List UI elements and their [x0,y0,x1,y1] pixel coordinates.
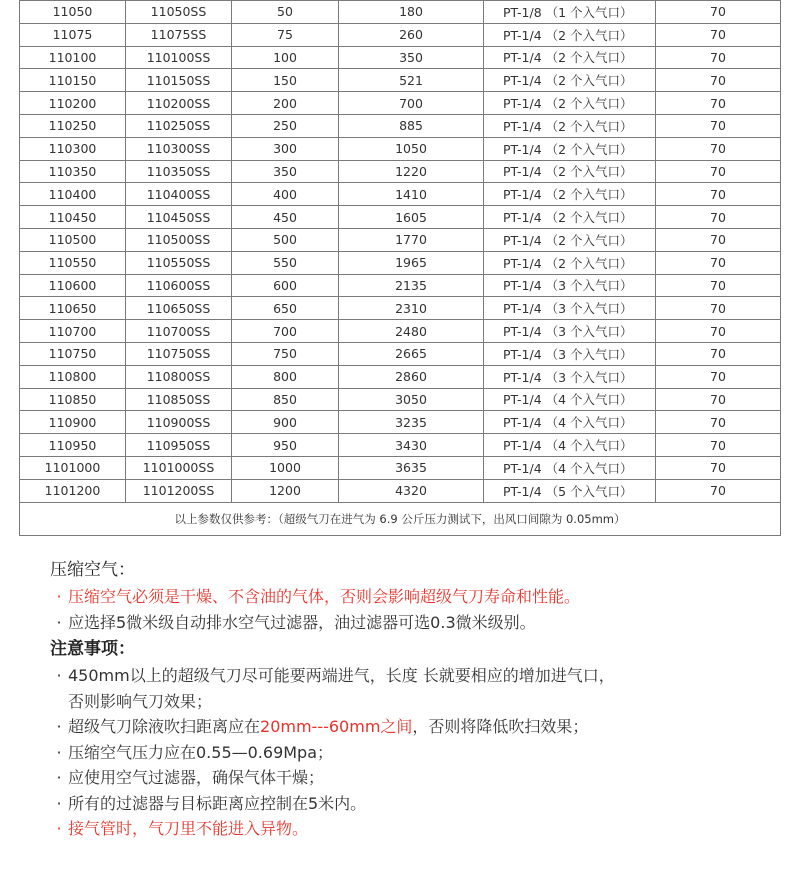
model-cell: 110200 [20,92,126,115]
ss-model-cell: 110900SS [126,411,232,434]
table-row [20,114,781,137]
notice-item-4 [50,765,790,791]
model-cell: 110950 [20,434,126,457]
flow-cell: 1770 [339,228,484,251]
port-cell: PT-1/4 （2 个入气口） [484,183,656,206]
ss-model-cell: 110650SS [126,297,232,320]
compressed-air-item-2-text: 应选择5微米级自动排水空气过滤器，油过滤器可选0.3微米级别。 [68,612,536,632]
flow-cell: 2480 [339,320,484,343]
model-cell: 110600 [20,274,126,297]
ss-model-cell: 110300SS [126,137,232,160]
noise-cell: 70 [656,23,781,46]
compressed-air-item-1-text: 压缩空气必须是干燥、不含油的气体，否则会影响超级气刀寿命和性能。 [68,587,581,606]
notice-item-6-text: 接气管时，气刀里不能进入异物。 [68,819,309,838]
model-cell: 1101000 [20,456,126,479]
length-cell: 650 [232,297,339,320]
length-cell: 300 [232,137,339,160]
ss-model-cell: 110450SS [126,206,232,229]
notice-heading: 注意事项： [50,639,135,659]
port-cell: PT-1/4 （2 个入气口） [484,251,656,274]
model-cell: 110100 [20,46,126,69]
flow-cell: 3235 [339,411,484,434]
compressed-air-heading: 压缩空气： [50,560,135,580]
flow-cell: 885 [339,114,484,137]
flow-cell: 260 [339,23,484,46]
notice-item-1-line-2: 否则影响气刀效果； [68,691,213,711]
noise-cell: 70 [656,114,781,137]
model-cell: 110300 [20,137,126,160]
port-cell: PT-1/4 （3 个入气口） [484,365,656,388]
port-cell: PT-1/4 （2 个入气口） [484,160,656,183]
flow-cell: 4320 [339,479,484,502]
model-cell: 110650 [20,297,126,320]
table-row [20,228,781,251]
bullet: · [56,717,62,736]
port-cell: PT-1/4 （2 个入气口） [484,137,656,160]
length-cell: 550 [232,251,339,274]
port-cell: PT-1/4 （4 个入气口） [484,434,656,457]
ss-model-cell: 11075SS [126,23,232,46]
length-cell: 600 [232,274,339,297]
port-cell: PT-1/4 （3 个入气口） [484,342,656,365]
port-cell: PT-1/4 （2 个入气口） [484,228,656,251]
flow-cell: 3635 [339,456,484,479]
table-row [20,434,781,457]
flow-cell: 2135 [339,274,484,297]
noise-cell: 70 [656,46,781,69]
ss-model-cell: 110150SS [126,69,232,92]
port-cell: PT-1/8 （1 个入气口） [484,1,656,24]
port-cell: PT-1/4 （2 个入气口） [484,69,656,92]
table-row [20,456,781,479]
table-row [20,160,781,183]
ss-model-cell: 110750SS [126,342,232,365]
model-cell: 110800 [20,365,126,388]
model-cell: 110400 [20,183,126,206]
length-cell: 450 [232,206,339,229]
notice-item-5-text: 所有的过滤器与目标距离应控制在5米内。 [68,793,367,813]
model-cell: 110450 [20,206,126,229]
port-cell: PT-1/4 （5 个入气口） [484,479,656,502]
length-cell: 1200 [232,479,339,502]
port-cell: PT-1/4 （2 个入气口） [484,114,656,137]
model-cell: 11050 [20,1,126,24]
bullet: · [56,666,62,685]
flow-cell: 521 [339,69,484,92]
port-cell: PT-1/4 （2 个入气口） [484,23,656,46]
notice-item-2 [50,714,790,740]
noise-cell: 70 [656,206,781,229]
ss-model-cell: 110550SS [126,251,232,274]
length-cell: 750 [232,342,339,365]
length-cell: 350 [232,160,339,183]
flow-cell: 1410 [339,183,484,206]
port-cell: PT-1/4 （2 个入气口） [484,206,656,229]
noise-cell: 70 [656,160,781,183]
port-cell: PT-1/4 （2 个入气口） [484,92,656,115]
flow-cell: 180 [339,1,484,24]
table-row [20,342,781,365]
ss-model-cell: 110200SS [126,92,232,115]
ss-model-cell: 1101200SS [126,479,232,502]
port-cell: PT-1/4 （3 个入气口） [484,297,656,320]
ss-model-cell: 110600SS [126,274,232,297]
length-cell: 100 [232,46,339,69]
table-row [20,46,781,69]
ss-model-cell: 110500SS [126,228,232,251]
ss-model-cell: 110350SS [126,160,232,183]
noise-cell: 70 [656,320,781,343]
table-row [20,274,781,297]
port-cell: PT-1/4 （2 个入气口） [484,46,656,69]
noise-cell: 70 [656,69,781,92]
table-row [20,479,781,502]
flow-cell: 1220 [339,160,484,183]
notice-item-2-highlight: 20mm---60mm之间 [260,717,413,736]
length-cell: 1000 [232,456,339,479]
table-row [20,92,781,115]
table-row [20,365,781,388]
ss-model-cell: 11050SS [126,1,232,24]
noise-cell: 70 [656,251,781,274]
length-cell: 200 [232,92,339,115]
noise-cell: 70 [656,228,781,251]
length-cell: 75 [232,23,339,46]
bullet: · [56,819,62,838]
noise-cell: 70 [656,137,781,160]
noise-cell: 70 [656,92,781,115]
noise-cell: 70 [656,297,781,320]
ss-model-cell: 110400SS [126,183,232,206]
port-cell: PT-1/4 （4 个入气口） [484,388,656,411]
model-cell: 110500 [20,228,126,251]
model-cell: 110750 [20,342,126,365]
port-cell: PT-1/4 （3 个入气口） [484,274,656,297]
notice-item-6 [50,816,790,842]
flow-cell: 700 [339,92,484,115]
ss-model-cell: 110800SS [126,365,232,388]
table-row [20,297,781,320]
ss-model-cell: 110700SS [126,320,232,343]
table-row [20,137,781,160]
length-cell: 400 [232,183,339,206]
port-cell: PT-1/4 （3 个入气口） [484,320,656,343]
length-cell: 50 [232,1,339,24]
notice-item-3-text: 压缩空气压力应在0.55—0.69Mpa； [68,742,334,762]
port-cell: PT-1/4 （4 个入气口） [484,411,656,434]
bullet: · [56,587,62,606]
length-cell: 700 [232,320,339,343]
notice-item-1 [50,663,790,714]
flow-cell: 2665 [339,342,484,365]
noise-cell: 70 [656,388,781,411]
compressed-air-item-1 [50,584,790,610]
table-row [20,388,781,411]
noise-cell: 70 [656,274,781,297]
bullet: · [56,742,62,762]
table-row [20,1,781,24]
bullet: · [56,768,62,787]
length-cell: 500 [232,228,339,251]
model-cell: 110900 [20,411,126,434]
noise-cell: 70 [656,342,781,365]
model-cell: 110700 [20,320,126,343]
table-row [20,251,781,274]
model-cell: 110250 [20,114,126,137]
flow-cell: 2860 [339,365,484,388]
ss-model-cell: 110100SS [126,46,232,69]
ss-model-cell: 1101000SS [126,456,232,479]
noise-cell: 70 [656,456,781,479]
notice-item-1-line-1: 450mm以上的超级气刀尽可能要两端进气，长度 长就要相应的增加进气口， [68,666,615,685]
ss-model-cell: 110250SS [126,114,232,137]
table-row [20,206,781,229]
model-cell: 110350 [20,160,126,183]
table-footnote: 以上参数仅供参考：（超级气刀在进气为 6.9 公斤压力测试下，出风口间隙为 0.05mm） [20,502,781,535]
noise-cell: 70 [656,434,781,457]
length-cell: 150 [232,69,339,92]
model-cell: 1101200 [20,479,126,502]
noise-cell: 70 [656,183,781,206]
length-cell: 950 [232,434,339,457]
footnote-row [20,502,781,535]
model-cell: 11075 [20,23,126,46]
ss-model-cell: 110850SS [126,388,232,411]
notice-item-4-text: 应使用空气过滤器，确保气体干燥； [68,768,325,787]
noise-cell: 70 [656,479,781,502]
length-cell: 800 [232,365,339,388]
table-row [20,320,781,343]
notes-section [50,556,790,842]
flow-cell: 350 [339,46,484,69]
length-cell: 250 [232,114,339,137]
length-cell: 850 [232,388,339,411]
model-cell: 110850 [20,388,126,411]
compressed-air-item-2 [50,610,790,636]
ss-model-cell: 110950SS [126,434,232,457]
flow-cell: 3050 [339,388,484,411]
table-row [20,69,781,92]
bullet: · [56,793,62,813]
flow-cell: 1965 [339,251,484,274]
flow-cell: 1605 [339,206,484,229]
noise-cell: 70 [656,1,781,24]
flow-cell: 3430 [339,434,484,457]
table-row [20,23,781,46]
flow-cell: 1050 [339,137,484,160]
flow-cell: 2310 [339,297,484,320]
port-cell: PT-1/4 （4 个入气口） [484,456,656,479]
notice-item-2-before: 超级气刀除液吹扫距离应在 [68,717,261,736]
model-cell: 110150 [20,69,126,92]
table-body [20,1,781,503]
notice-item-5 [50,791,790,817]
noise-cell: 70 [656,411,781,434]
model-cell: 110550 [20,251,126,274]
length-cell: 900 [232,411,339,434]
table-row [20,411,781,434]
spec-table [19,0,781,536]
notice-item-3 [50,740,790,766]
noise-cell: 70 [656,365,781,388]
bullet: · [56,612,62,632]
table-row [20,183,781,206]
notice-item-2-after: ，否则将降低吹扫效果； [412,717,589,736]
